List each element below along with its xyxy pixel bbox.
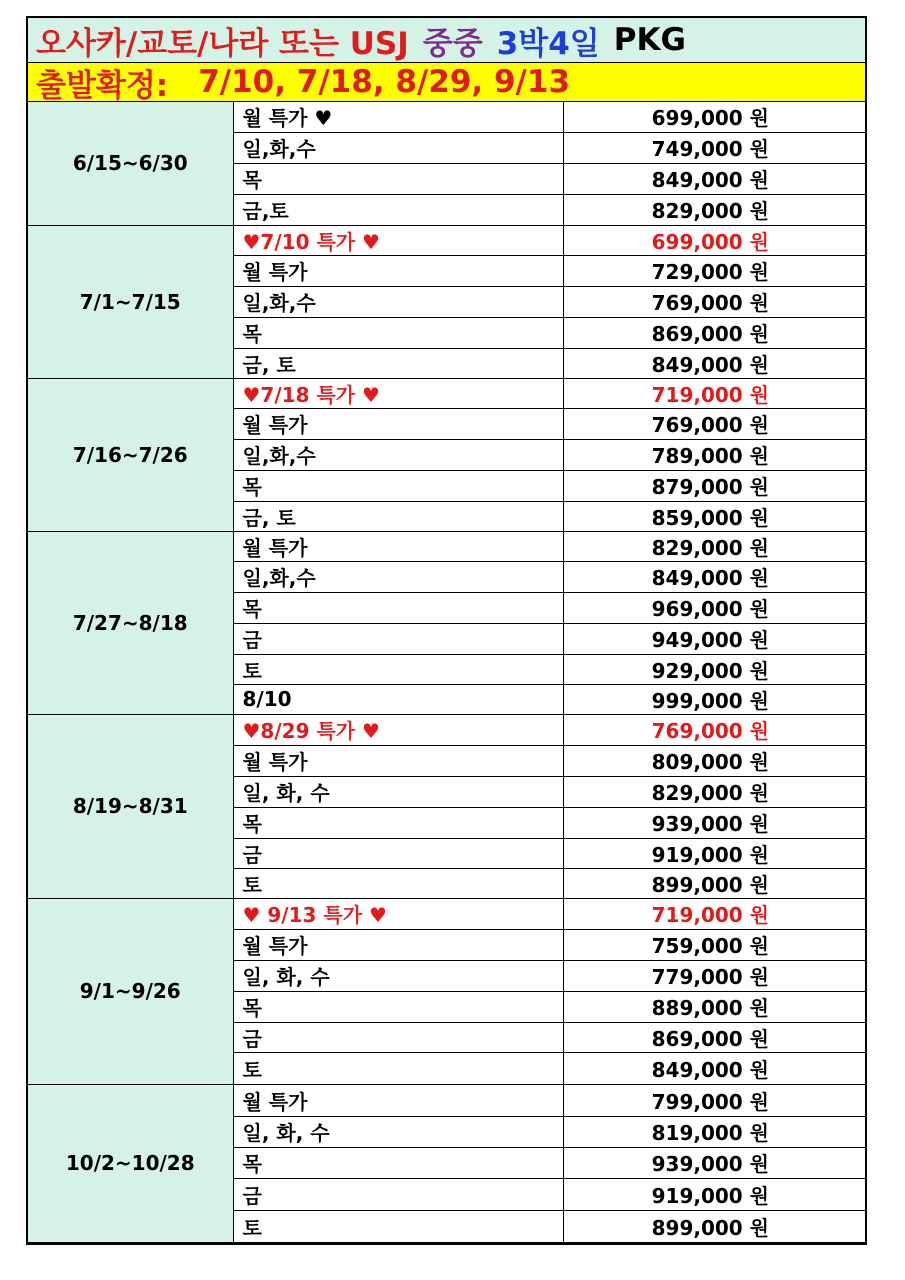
special-day-cell: ♥7/18 특가 ♥: [233, 378, 563, 408]
price-cell: 849,000 원: [563, 1052, 865, 1084]
day-cell: 토: [233, 1210, 563, 1242]
price-cell: 949,000 원: [563, 623, 865, 654]
price-cell: 829,000 원: [563, 194, 865, 225]
price-table-body: [28, 102, 865, 1242]
day-cell: 토: [233, 1052, 563, 1084]
day-cell: 금: [233, 1022, 563, 1052]
price-cell: 869,000 원: [563, 1022, 865, 1052]
table-row: [28, 714, 865, 745]
day-cell: 금,토: [233, 194, 563, 225]
special-day-cell: ♥ 9/13 특가 ♥: [233, 898, 563, 929]
day-cell: 금: [233, 1178, 563, 1210]
period-range-cell: 7/1~7/15: [28, 225, 233, 378]
price-cell: 779,000 원: [563, 960, 865, 991]
price-table: [28, 102, 865, 1243]
day-cell: 월 특가: [233, 408, 563, 439]
day-cell: 일,화,수: [233, 439, 563, 470]
day-cell: 월 특가: [233, 531, 563, 561]
day-cell: 일,화,수: [233, 132, 563, 163]
special-price-cell: 719,000 원: [563, 898, 865, 929]
day-cell: 토: [233, 654, 563, 684]
price-cell: 789,000 원: [563, 439, 865, 470]
page-title: [28, 18, 865, 63]
price-cell: 889,000 원: [563, 991, 865, 1022]
price-cell: 699,000 원: [563, 102, 865, 132]
special-price-cell: 719,000 원: [563, 378, 865, 408]
price-cell: 769,000 원: [563, 408, 865, 439]
price-cell: 849,000 원: [563, 348, 865, 378]
title-pkg: PKG: [613, 22, 686, 58]
title-mid: 중중: [422, 25, 483, 62]
special-price-cell: 769,000 원: [563, 714, 865, 745]
period-range-cell: 9/1~9/26: [28, 898, 233, 1084]
day-cell: 목: [233, 163, 563, 194]
period-range-cell: 8/19~8/31: [28, 714, 233, 898]
price-cell: 869,000 원: [563, 317, 865, 348]
departure-label: 출발확정:: [36, 67, 169, 102]
price-cell: 829,000 원: [563, 776, 865, 807]
price-cell: 729,000 원: [563, 255, 865, 286]
day-cell: 금: [233, 623, 563, 654]
table-row: [28, 102, 865, 132]
price-cell: 759,000 원: [563, 929, 865, 960]
price-cell: 819,000 원: [563, 1116, 865, 1147]
price-cell: 749,000 원: [563, 132, 865, 163]
day-cell: 목: [233, 991, 563, 1022]
price-cell: 939,000 원: [563, 1147, 865, 1178]
price-cell: 849,000 원: [563, 561, 865, 592]
day-cell: 목: [233, 317, 563, 348]
day-cell: 금, 토: [233, 348, 563, 378]
day-cell: 일, 화, 수: [233, 1116, 563, 1147]
departure-confirmed-bar: [28, 63, 865, 102]
day-cell: 목: [233, 1147, 563, 1178]
special-day-cell: ♥8/29 특가 ♥: [233, 714, 563, 745]
day-cell: 월 특가: [233, 1084, 563, 1116]
price-cell: 829,000 원: [563, 531, 865, 561]
price-cell: 879,000 원: [563, 470, 865, 501]
special-day-cell: ♥7/10 특가 ♥: [233, 225, 563, 255]
day-cell: 일,화,수: [233, 286, 563, 317]
price-cell: 919,000 원: [563, 838, 865, 868]
day-cell: 월 특가 ♥: [233, 102, 563, 132]
day-cell: 월 특가: [233, 745, 563, 776]
price-cell: 899,000 원: [563, 868, 865, 898]
day-cell: 월 특가: [233, 255, 563, 286]
table-row: [28, 531, 865, 561]
table-row: [28, 225, 865, 255]
price-sheet: [26, 16, 867, 1245]
day-cell: 금: [233, 838, 563, 868]
price-cell: 769,000 원: [563, 286, 865, 317]
table-row: [28, 1084, 865, 1116]
price-cell: 969,000 원: [563, 592, 865, 623]
day-cell: 토: [233, 868, 563, 898]
table-row: [28, 898, 865, 929]
period-range-cell: 6/15~6/30: [28, 102, 233, 225]
day-cell: 목: [233, 470, 563, 501]
day-cell: 월 특가: [233, 929, 563, 960]
day-cell: 일,화,수: [233, 561, 563, 592]
special-price-cell: 699,000 원: [563, 225, 865, 255]
price-cell: 929,000 원: [563, 654, 865, 684]
period-range-cell: 7/16~7/26: [28, 378, 233, 531]
price-cell: 799,000 원: [563, 1084, 865, 1116]
price-cell: 899,000 원: [563, 1210, 865, 1242]
price-cell: 939,000 원: [563, 807, 865, 838]
table-row: [28, 378, 865, 408]
period-range-cell: 7/27~8/18: [28, 531, 233, 714]
day-cell: 일, 화, 수: [233, 776, 563, 807]
price-cell: 859,000 원: [563, 501, 865, 531]
price-cell: 809,000 원: [563, 745, 865, 776]
period-range-cell: 10/2~10/28: [28, 1084, 233, 1242]
price-cell: 919,000 원: [563, 1178, 865, 1210]
departure-dates: 7/10, 7/18, 8/29, 9/13: [198, 64, 571, 100]
price-cell: 849,000 원: [563, 163, 865, 194]
day-cell: 일, 화, 수: [233, 960, 563, 991]
day-cell: 8/10: [233, 684, 563, 714]
title-days: 3박4일: [496, 25, 600, 62]
day-cell: 금, 토: [233, 501, 563, 531]
price-cell: 999,000 원: [563, 684, 865, 714]
day-cell: 목: [233, 592, 563, 623]
title-main: 오사카/교토/나라 또는 USJ: [36, 25, 409, 62]
day-cell: 목: [233, 807, 563, 838]
